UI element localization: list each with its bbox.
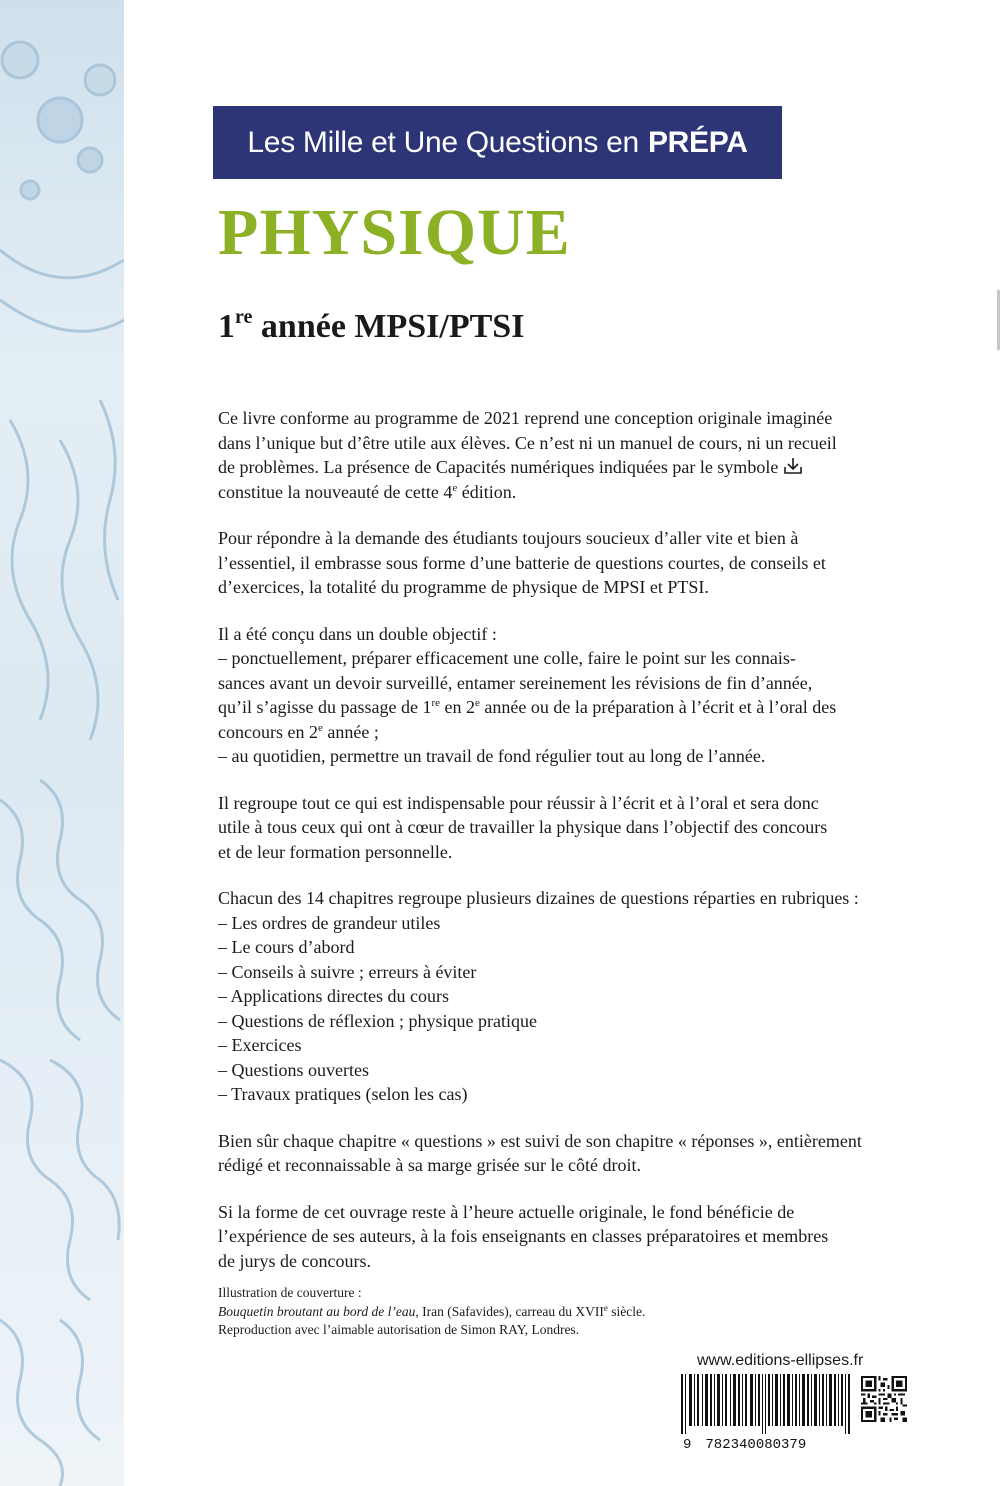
list-item: – Questions ouvertes: [218, 1059, 369, 1080]
list-item: – Le cours d’abord: [218, 937, 355, 957]
book-title: PHYSIQUE: [218, 196, 571, 269]
paragraph-answers: Bien sûr chaque chapitre « questions » est suivi de son chapitre « réponses », entièrement rédigé et reconnaissable à sa marge grisée sur le côté droit.: [218, 1130, 862, 1175]
decorative-tile-strip: [0, 0, 124, 1486]
list-item: – Exercices: [218, 1035, 302, 1055]
paragraph-purpose: Pour répondre à la demande des étudiants toujours soucieux d’aller vite et bien à l’essentiel, il embrasse sous forme d’une batterie de questions courtes, de conseils et d’exercices, la totalité du programme de physique de MPSI et PTSI.: [218, 528, 826, 597]
cover-illustration-credits: Illustration de couverture : Bouquetin broutant au bord de l’eau, Iran (Safavides), carreau du XVIIe siècle. Reproduction avec l’aimable autorisation de Simon RAY, Londres.: [218, 1285, 646, 1337]
list-item: – Travaux pratiques (selon les cas): [218, 1084, 468, 1104]
back-cover-text: [218, 406, 904, 1295]
paragraph-intro: Ce livre conforme au programme de 2021 reprend une conception originale imaginée dans l’unique but d’être utile aux élèves. Ce n’est ni un manuel de cours, ni un recueil de problèmes. La présence de Capacités numériques indiquées par le symbole constitue la nouveauté de cette 4e édition.: [218, 408, 837, 502]
isbn-number: 9 782340080379: [683, 1437, 807, 1453]
chapter-sections-list: [218, 886, 904, 1107]
publisher-website: www.editions-ellipses.fr: [697, 1352, 864, 1369]
qr-code: [861, 1376, 907, 1422]
series-name: Les Mille et Une Questions en: [247, 125, 639, 159]
download-icon: [783, 457, 803, 475]
isbn-barcode: [681, 1374, 851, 1434]
series-banner: [213, 106, 782, 179]
tile-pattern-illustration: [0, 0, 124, 1486]
series-name-bold: PRÉPA: [647, 125, 748, 159]
paragraph-objectives: Il a été conçu dans un double objectif : – ponctuellement, préparer efficacement une colle, faire le point sur les connais- sances avant un devoir surveillé, entamer sereinement les révisions de fin d’année, qu’il s’agisse du passage de 1re en 2e année ou de la préparation à l’écrit et à l’oral des concours en 2e année ; – au quotidien, permettre un travail de fond régulier tout au long de l’année.: [218, 623, 837, 766]
list-intro: Chacun des 14 chapitres regroupe plusieurs dizaines de questions réparties en rubriques :: [218, 888, 859, 908]
subtitle-level: année MPSI/PTSI: [260, 308, 525, 345]
list-item: – Conseils à suivre ; erreurs à éviter: [218, 961, 477, 982]
list-item: – Applications directes du cours: [218, 986, 449, 1006]
list-item: – Les ordres de grandeur utiles: [218, 912, 441, 933]
subtitle-ordinal: 1: [218, 308, 235, 345]
book-subtitle: [218, 306, 525, 345]
subtitle-ordinal-suffix: re: [235, 306, 253, 328]
list-item: – Questions de réflexion ; physique pratique: [218, 1010, 537, 1031]
paragraph-authors: Si la forme de cet ouvrage reste à l’heure actuelle originale, le fond bénéficie de l’expérience de ses auteurs, à la fois enseignants en classes préparatoires et membres de jurys de concours.: [218, 1201, 829, 1271]
paragraph-audience: Il regroupe tout ce qui est indispensable pour réussir à l’écrit et à l’oral et sera donc utile à tous ceux qui ont à cœur de travailler la physique dans l’objectif des concours et de leur formation personnelle.: [218, 792, 828, 862]
